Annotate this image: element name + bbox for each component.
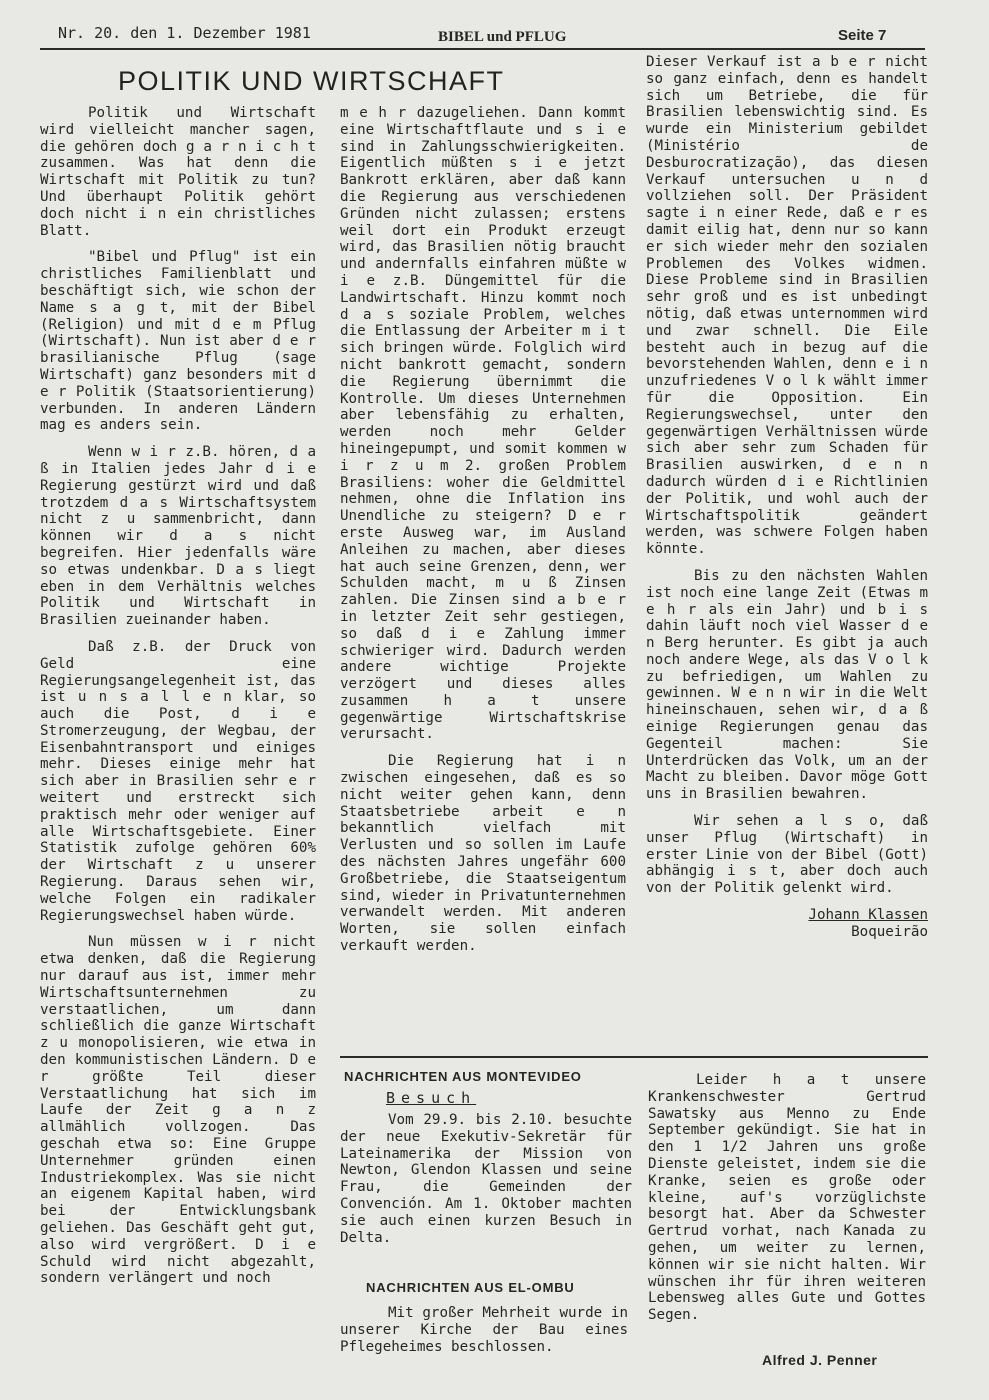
section-title: POLITIK UND WIRTSCHAFT [118, 66, 505, 96]
paragraph: "Bibel und Pflug" ist ein christliches Familienblatt und beschäftigt sich, wie schon der Name s a g t, mit der Bibel (Religion) und mit d e m Pflug (Wirtschaft). Nun ist aber d e r brasilianische Pflug (sage Wirtschaft) ganz besonders mit d e r Politik (Staatsorientierung) verbunden. In anderen Ländern mag es anders sein. [40, 249, 316, 434]
article-column-1 [40, 105, 316, 1367]
article-signature [646, 907, 928, 941]
page-number: Seite 7 [838, 27, 887, 44]
paragraph: Dieser Verkauf ist a b e r nicht so ganz einfach, denn es handelt sich um Betriebe, die für Brasilien lebenswichtig sind. Es wurde ein Ministerium gebildet (Ministério de Desburocratização), das diesen Verkauf untersuchen u n d vollziehen soll. Der Präsident sagte i n einer Rede, daß e r es damit eilig hat, denn nur so kann er sich wieder mehr den sozialen Problemen des Volkes widmen. Diese Probleme sind in Brasilien sehr groß und es ist unbedingt nötig, daß etwas unternommen wird und zwar schnell. Die Eile besteht auch in bezug auf die bevorstehenden Wahlen, denn e i n unzufriedenes V o l k wählt immer für die Opposition. Ein Regierungswechsel, unter den gegenwärtigen Verhältnissen würde sich aber sehr zum Schaden für Brasilien auswirken, d e n n dadurch würden d i e Richtlinien der Politik, und wohl auch der Wirtschaftspolitik geändert werden, was schwere Folgen haben könnte. [646, 54, 928, 558]
paragraph: m e h r dazugeliehen. Dann kommt eine Wirtschaftflaute und s i e sind in Zahlungsschwierigkeiten. Eigentlich müßten s i e jetzt Bankrott erklären, aber daß kann die Regierung aus verschiedenen Gründen nicht zulassen; erstens weil dort ein Produkt erzeugt wird, das Brasilien nötig braucht und andernfalls einfahren müßte w i e z.B. Düngemittel für die Landwirtschaft. Hinzu kommt noch d a s soziale Problem, welches die Entlassung der Arbeiter m i t sich bringen würde. Folglich wird nicht bankrott gemacht, sondern die Regierung übernimmt die Kontrolle. Um dieses Unternehmen aber lebensfähig zu erhalten, werden noch mehr Gelder hineingepumpt, und somit kommen w i r z u m 2. großen Problem Brasiliens: woher die Geldmittel nehmen, ohne die Inflation ins Unendliche zu steigern? D e r erste Ausweg war, im Ausland Anleihen zu machen, aber dieses hat auch seine Grenzen, denn, wer Schulden macht, m u ß Zinsen zahlen. Die Zinsen sind a b e r in letzter Zeit sehr gestiegen, so daß d i e Zahlung immer schwieriger wird. Dadurch werden andere wichtige Projekte verzögert und dieses alles zusammen h a t unsere gegenwärtige Wirtschaftskrise verursacht. [340, 105, 626, 743]
news-subheading-besuch: Besuch [386, 1089, 477, 1107]
paragraph: Wenn w i r z.B. hören, d a ß in Italien jedes Jahr d i e Regierung gestürzt wird und daß trotzdem d a s Wirtschaftsystem nicht z u sammenbricht, dann können wir d a s nicht begreifen. Hier jedenfalls wäre so etwas undenkbar. D a s liegt eben in dem Verhältnis welches Politik und Wirtschaft in Brasilien zueinander haben. [40, 444, 316, 629]
paragraph: Wir sehen a l s o, daß unser Pflug (Wirtschaft) in erster Linie von der Bibel (Gott) abhängig i s t, aber doch auch von der Politik gelenkt wird. [646, 813, 928, 897]
header-rule [40, 48, 925, 50]
news-heading-montevideo: NACHRICHTEN AUS MONTEVIDEO [344, 1069, 582, 1084]
paragraph: Die Regierung hat i n zwischen eingesehen, daß es so nicht weiter gehen kann, denn Staatsbetriebe arbeit e n bekanntlich vielfach mit Verlusten und so sollen im Laufe des nächsten Jahres ungefähr 600 Großbetriebe, die Staatseigentum sind, wieder in Privatunternehmen verwandelt werden. Mit anderen Worten, sie sollen einfach verkauft werden. [340, 753, 626, 955]
paragraph: Leider h a t unsere Krankenschwester Gertrud Sawatsky aus Menno zu Ende September gekündigt. Sie hat in den 1 1/2 Jahren uns große Dienste geleistet, indem sie die Kranke, seien es große oder kleine, auf's vorzüglichste besorgt hat. Aber da Schwester Gertrud vorhat, nach Kanada zu gehen, um weiter zu lernen, können wir sie nicht halten. Wir wünschen ihr für ihren weiteren Lebensweg alles Gute und Gottes Segen. [648, 1072, 926, 1324]
news-nurse-text [648, 1072, 926, 1342]
masthead: BIBEL und PFLUG [438, 29, 567, 45]
issue-date: Nr. 20. den 1. Dezember 1981 [58, 24, 311, 42]
paragraph: Bis zu den nächsten Wahlen ist noch eine lange Zeit (Etwas m e h r als ein Jahr) und b i s dahin läuft noch viel Wasser d e n Berg herunter. Es gibt ja auch noch andere Wege, als das V o l k zu befriedigen, um Wahlen zu gewinnen. W e n n wir in die Welt hineinschauen, sehen wir, d a ß einige Regierungen genau das Gegenteil machen: Sie Unterdrücken das Volk, um an der Macht zu bleiben. Davor möge Gott uns in Brasilien bewahren. [646, 567, 928, 803]
article-column-2 [340, 105, 626, 1035]
author-name: Johann Klassen [808, 907, 928, 924]
author-place: Boqueirão [851, 923, 928, 940]
article-column-3 [646, 54, 928, 994]
paragraph: Daß z.B. der Druck von Geld eine Regierungsangelegenheit ist, das ist u n s a l l e n klar, so auch die Post, d i e Stromerzeugung, der Wegbau, der Eisenbahntransport und einiges mehr. Dieses einige mehr hat sich aber in Brasilien sehr e r weitert und erstreckt sich praktisch mehr oder weniger auf alle Wirtschaftsgebiete. Einer Statistik zufolge gehören 60% der Wirtschaft z u unserer Regierung. Daraus sehen wir, welche Folgen ein radikaler Regierungswechsel haben würde. [40, 638, 316, 924]
news-el-ombu-text [340, 1305, 628, 1375]
paragraph: Politik und Wirtschaft wird vielleicht mancher sagen, die gehören doch g a r n i c h t zusammen. Was hat denn die Wirtschaft mit Politik zu tun? Und überhaupt Politik gehört doch nicht i n ein christliches Blatt. [40, 105, 316, 239]
paragraph: Vom 29.9. bis 2.10. besuchte der neue Exekutiv-Sekretär für Lateinamerika der Mission von Newton, Glendon Klassen und seine Frau, die Gemeinden der Convención. Am 1. Oktober machten sie auch einen kurzen Besuch in Delta. [340, 1112, 632, 1246]
news-author: Alfred J. Penner [762, 1352, 878, 1368]
paragraph: Mit großer Mehrheit wurde in unserer Kirche der Bau eines Pflegeheimes beschlossen. [340, 1305, 628, 1355]
section-divider [340, 1056, 928, 1058]
news-heading-el-ombu: NACHRICHTEN AUS EL-OMBU [366, 1280, 575, 1295]
news-montevideo-text [340, 1112, 632, 1258]
paragraph: Nun müssen w i r nicht etwa denken, daß die Regierung nur darauf aus ist, immer mehr Wirtschaftsunternehmen zu verstaatlichen, um dann schließlich die ganze Wirtschaft z u monopolisieren, wie etwa in den kommunistischen Ländern. D e r größte Teil dieser Verstaatlichung hat sich im Laufe der Zeit g a n z allmählich vollzogen. Das geschah etwa so: Eine Gruppe Unternehmer gründen einen Industriekomplex. Was sie nicht an eigenem Kapital haben, wird bei der Entwicklungsbank geliehen. Das Geschäft geht gut, also wird vergrößert. D i e Schuld wird nicht abgezahlt, sondern verlängert und noch [40, 934, 316, 1287]
